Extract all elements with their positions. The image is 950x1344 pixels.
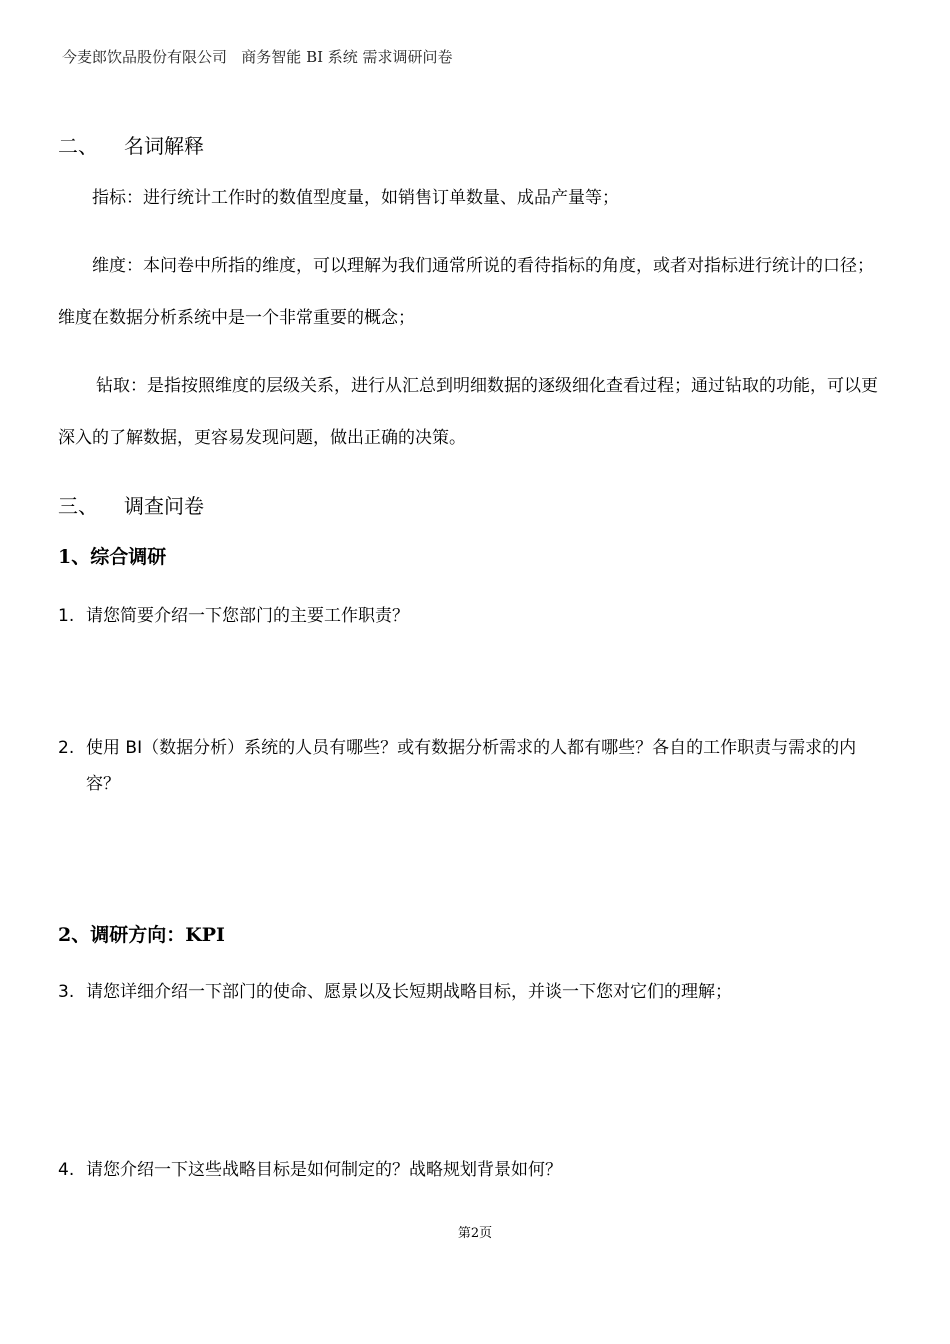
definition-drilldown: 钻取：是指按照维度的层级关系，进行从汇总到明细数据的逐级细化查看过程；通过钻取的功能，可以更深入的了解数据，更容易发现问题，做出正确的决策。: [58, 376, 878, 448]
section-title: 调查问卷: [124, 494, 204, 518]
sub-heading-label: 、调研方向：: [71, 924, 186, 946]
definition-indicator: 指标：进行统计工作时的数值型度量，如销售订单数量、成品产量等；: [92, 188, 619, 208]
question-text: 请您简要介绍一下您部门的主要工作职责？: [86, 606, 409, 626]
sub-heading-number: 1: [58, 546, 72, 568]
page-header: 今麦郎饮品股份有限公司 商务智能 BI 系统 需求调研问卷: [62, 48, 453, 66]
question-number: 3.: [58, 982, 75, 1002]
question-item: [58, 974, 880, 1010]
question-number: 4.: [58, 1160, 75, 1180]
section-number: 二、: [58, 134, 98, 158]
question-number: 1.: [58, 606, 75, 626]
question-number: 2.: [58, 738, 75, 758]
sub-heading-general: [58, 542, 166, 569]
question-text: 使用 BI（数据分析）系统的人员有哪些？或有数据分析需求的人都有哪些？各自的工作职责与需求的内容？: [86, 738, 857, 794]
question-text: 请您介绍一下这些战略目标是如何制定的？战略规划背景如何？: [86, 1160, 562, 1180]
section-heading-terms: [58, 130, 204, 159]
kpi-label: KPI: [185, 924, 225, 946]
question-item: [58, 1152, 880, 1188]
sub-heading-kpi: [58, 920, 225, 947]
sub-heading-number: 2: [58, 924, 72, 946]
definition-dimension: 维度：本问卷中所指的维度，可以理解为我们通常所说的看待指标的角度，或者对指标进行统计的口径；维度在数据分析系统中是一个非常重要的概念；: [58, 256, 874, 328]
page-number: 第2页: [457, 1226, 493, 1241]
section-heading-survey: [58, 490, 204, 519]
question-item: [58, 730, 880, 802]
question-item: [58, 598, 880, 634]
question-text: 请您详细介绍一下部门的使命、愿景以及长短期战略目标，并谈一下您对它们的理解；: [86, 982, 732, 1002]
sub-heading-label: 、综合调研: [71, 546, 167, 568]
section-number: 三、: [58, 494, 98, 518]
section-title: 名词解释: [124, 134, 204, 158]
